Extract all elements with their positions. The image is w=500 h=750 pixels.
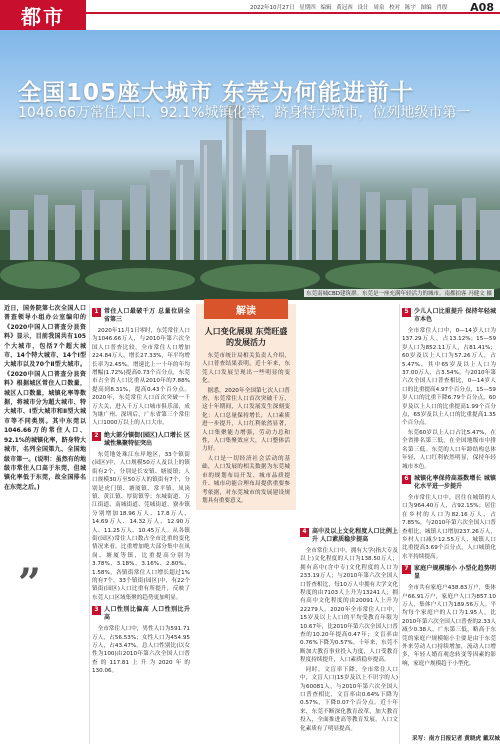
paragraph: 全市常住人口中，居住在城镇的人口为964.40万人，占92.15%；居住在乡村的人口为82.16万人，占7.85%。与2010年第六次全国人口普查相比，城镇人口增加237.26万人，乡村人口减少12.55万人，城镇人口比重提高3.69个百分点，人口城镇化水平持续提高。 [402,494,496,560]
number-badge: 6 [402,475,411,484]
subheading-text: 家庭户规模缩小 小型化趋势明显 [414,565,496,581]
column-5 [402,304,496,669]
photo-caption: 东莞南城CBD建筑群。东莞是一座充满年轻活力的城市。南都拍客 冯健文 摄 [306,291,492,297]
subheading-text: 人口性别比偏高 人口性别比升高 [104,606,190,622]
intro-column [4,304,86,493]
analysis-body [202,352,290,506]
byline: 采写：南方日报记者 黄晓虎 戴双城 [412,736,500,742]
section-tag: 都市 [0,0,86,30]
subheading-2 [92,432,190,448]
intro-text: 近日，国务院第七次全国人口普查领导小组办公室编印的《2020中国人口普查分县资料》显示，目前我国共有105个大城市，包括7个超大城市、14个特大城市、14个Ⅰ型大城市以及70个Ⅱ型大城市。《2020中国人口普查分县资料》根据城区常住人口数量，城区人口数量，城镇化率等数据，将城市分为超大城市、特大城市、Ⅰ型大城市和Ⅱ型大城市等不同类别。其中东莞以1046.66万的常住人口、92.1%的城镇化率，跻身特大城市，名列全国第九、全国地级市第一。(说明：虽然有的地级市常住人口高于东莞，但城镇化率低于东莞，故全国排名在东莞之后。) [4,305,86,491]
analysis-box [196,304,296,510]
number-badge: 2 [92,432,101,441]
city-skyline-image [0,100,500,300]
meta-weekday: 星期四 [299,5,316,11]
subheading-text: 绝大部分镇街(园区)人口增长 区域性集聚特征突出 [104,431,190,447]
meta-designer: 周泉 [373,5,385,11]
hero-photo [0,30,500,300]
paragraph: 东莞60岁以上人口占比5.47%，在全省排名第三低，在全国地级市中排名第三低。东莞的人口年龄结构总体年轻，人口红利依然明显，保持年轻城市本色。 [402,429,496,470]
subheading-text: 常住人口最破千万 总量位居全省第三 [104,308,190,323]
meta-editor: 黄冠西 [336,5,353,11]
subheading-4 [300,528,398,544]
meta-photo-editor: 肖殷 [436,5,448,11]
paragraph: 全市常住人口中，男性人口为591.71万人，占56.53%；女性人口为454.95万人，占43.47%。总人口性别比(以女性为100)由2010年第六次全国人口普查的117.81上升为2020年的130.06。 [92,626,190,675]
subheadline: 1046.66万常住人口、92.1%城镇化率，跻身特大城市，位列地级市第一 [18,105,471,121]
meta-proofreader: 陈宇 [404,5,416,11]
paragraph: 全市常住人口中，0—14岁人口为137.29万人，占13.12%；15—59岁人口为852.11万人，占81.41%；60岁及以上人口为57.26万人，占5.47%，其中65岁及以上人口为37.00万人，占3.54%。与2010年第六次全国人口普查相比，0—14岁人口的比重提高4.97个百分点，15—59岁人口的比重下降6.79个百分点，60岁及以上人口的比重提高1.99个百分点，65岁及以上人口的比重提高1.35个百分点。 [402,328,496,427]
meta-label-design: 设计 [357,5,369,11]
column-2 [92,304,190,677]
meta-label-photo: 图编 [420,5,432,11]
subheading-6 [402,475,496,491]
subheading-1 [92,308,190,324]
meta-label-proof: 校对 [389,5,401,11]
number-badge: 4 [300,528,309,537]
masthead-bar [0,0,500,32]
paragraph: 东莞地处珠江东岸地区，33个镇街(园区)中，人口规模50万人及以上的镇街有2个，分别是长安镇、塘厦镇；人口规模30万至50万人的镇街有7个，分别是虎门镇、塘厦镇、常平镇、凤岗镇、黄江镇、厚街镇等；东城街道、万江街道、南城街道、莞城街道、寮步镇分别增加18.96万人、17.8万人、14.69万人、14.32万人、12.90万人、11.25万人、10.45万人。从各镇街(园区)常住人口数占全市比重的变化情况来看，比重增加绝大部分集中在凤岗、塘厦等镇，比重提高分别为3.78%、3.18%、3.16%、2.80%、1.58%，各镇街常住人口增长超过1%的有7个，33个镇街(园区)中，有22个镇街(园区)人口比重有所提升，反映了东莞人口区域集聚的趋势更加明显。 [92,451,190,601]
subheading-5 [402,308,496,324]
analysis-title: 人口变化展现 东莞旺盛的发展活力 [204,327,288,347]
paragraph: 人口是一切经济社会活动的基础，人口发展的相关数据为东莞城市的规划布局开发、城市品质提升、城市功能合理布局提供重要参考依据，对东莞城市的发展建设规划具有重要意义。 [202,455,290,504]
subheading-7 [402,565,496,581]
meta-label-editor: 编辑 [320,5,332,11]
number-badge: 1 [92,308,101,317]
paragraph: 全市常住人口中，拥有大学(指大专及以上)文化程度的人口为138.50万人；拥有高中(含中专)文化程度的人口为233.19万人；与2010年第六次全国人口普查相比，每10万人中拥有大学文化程度的由7103人上升为13241人；拥有高中文化程度的由20091人上升为22279人。2020年全市常住人口中，15岁及以上人口的平均受教育年限为10.67年，比2010年第六次全国人口普查的10.20年提高0.47年；文盲率由0.76%下降为0.57%。十年来，东莞不断加大教育事业投入力度，人口受教育程度持续提升，人口素质稳步提高。 [300,548,398,664]
paragraph: 全市共有家庭户438.83万户，集体户66.91万户，家庭户人口为857.10万人，集体户人口为189.56万人。平均每个家庭户的人口为1.95人，比2010年第六次全国人口普查的2.33人减少0.38人，广东第三低，略高于东莞的家庭户规模缩小主要是由于东莞外来劳动人口持续增加，流动人口增多，年轻人婚育观念转变等因素的影响，家庭户规模趋于小型化。 [402,585,496,667]
subheading-text: 城镇化率保持高基数增长 城镇化水平进一步提升 [414,474,496,490]
column-divider [399,304,400,744]
page-number: A08 [470,1,494,14]
subheading-3 [92,606,190,622]
paragraph: 据悉，2020年全国第七次人口普查，东莞常住人口首次突破千万，这十年期间，人口发展发生深刻变化：人口总量保持增长，人口素质进一步提升，人口红利依然显著，人口集聚能力增强，劳动力总和性，人口集聚效应大，人口整体活力好。 [202,387,290,453]
subheading-text: 高中及以上文化程度人口比例上升 人口素质稳步提高 [312,528,398,543]
headline: 全国105座大城市 东莞为何能进前十 [18,80,415,106]
issue-meta [250,3,450,11]
meta-date: 2022年10月27日 [250,5,295,11]
column-divider [89,304,90,744]
paragraph: 2020年11月1日零时，东莞常住人口为1046.66万人，与2010年第六次全国人口普查比较，全市常住人口增加224.84万人，增长27.33%，年平均增长率为2.45%。增速比上一十年的年均增幅(1.72%)提高0.73个百分点，东莞市占全省人口比重从2010年的7.88%提高到8.31%，提高0.43个百分点。2020年，东莞常住人口首次突破一千万大关，进入千万人口城市俱乐部，成为继广州、深圳后，广东省第三个常住人口1000万以上的人口大市。 [92,328,190,427]
number-badge: 7 [402,565,411,574]
number-badge: 3 [92,606,101,615]
column-4 [300,524,398,734]
quote-mark-icon: ” [18,560,42,607]
number-badge: 5 [402,308,411,317]
subheading-text: 少儿人口比重提升 保持年轻城市本色 [414,308,496,323]
paragraph: 东莞市统计局相关负责人介绍，人口普查结果表明，近十年来，东莞人口发展呈现出一些明显的变化。 [202,353,290,385]
paragraph: 同时，文盲率下降，全市常住人口中，文盲人口(15岁及以上不识字的人)为60081人，与2010年第六次全国人口普查相比，文盲率由0.64%下降为0.57%，下降0.07个百分点。近十年来，东莞不断深化教育改革，加大教育投入，全面推进高等教育发展，人口文化素质有了明显提高。 [300,666,398,732]
analysis-tag: 解读 [204,299,288,319]
header-rule [86,12,500,14]
